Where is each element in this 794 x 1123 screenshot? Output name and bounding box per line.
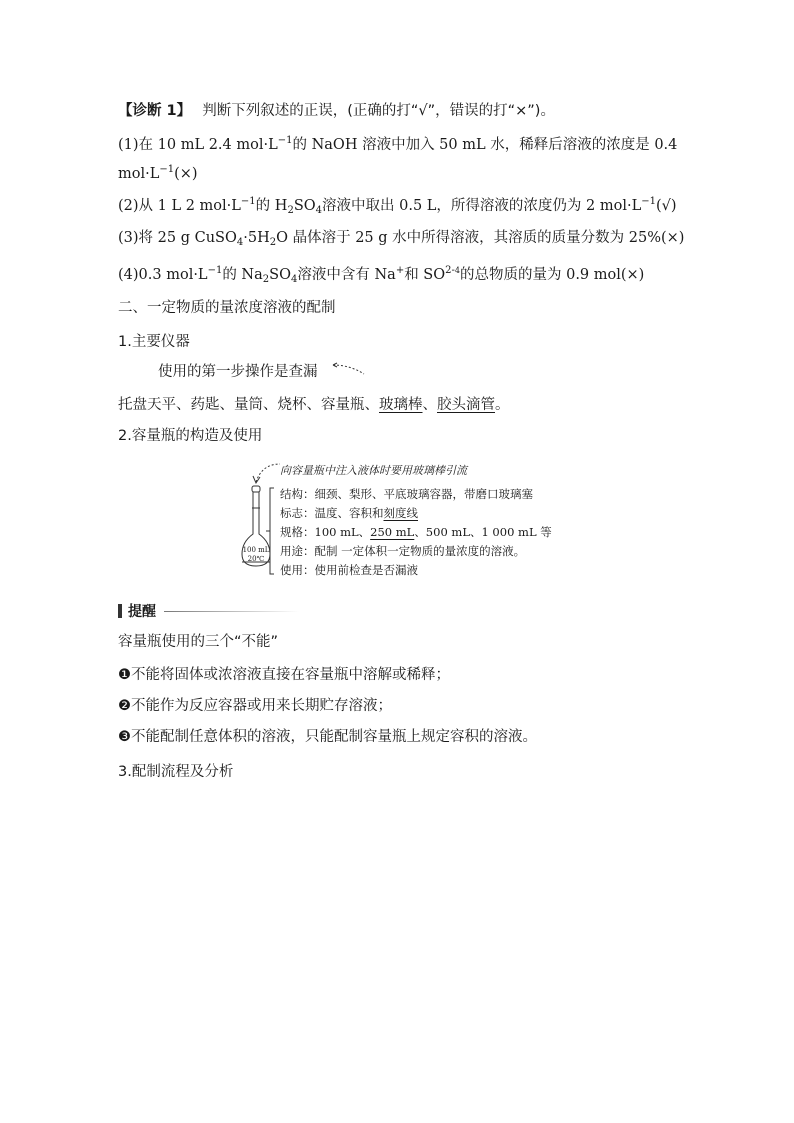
subheading-instruments: 1.主要仪器 — [118, 334, 190, 350]
item-3-text-a: (3)将 25 g CuSO — [118, 230, 237, 246]
flask-spec — [280, 524, 552, 540]
superscript — [445, 265, 460, 276]
superscript: + — [395, 265, 405, 276]
subscript: 4 — [236, 237, 244, 248]
tip-bar-icon — [118, 604, 122, 618]
instrument-separator: 、 — [422, 397, 437, 413]
item-4-text-a: (4)0.3 mol·L — [118, 267, 208, 283]
superscript: −1 — [207, 265, 223, 276]
item-2-text-d: 溶液中取出 0.5 L，所得溶液的浓度仍为 2 mol·L — [322, 198, 642, 214]
item-1-answer: (×) — [174, 166, 198, 182]
item-2 — [118, 196, 677, 216]
flask-spec-suffix: 、500 mL、1 000 mL 等 — [414, 525, 552, 539]
item-3 — [118, 228, 684, 248]
subheading-procedure: 3.配制流程及分析 — [118, 764, 234, 780]
tip-title: 容量瓶使用的三个“不能” — [118, 634, 279, 650]
subscript: 2 — [262, 274, 270, 285]
tip-divider — [164, 611, 299, 612]
item-1-text-c: mol·L — [118, 166, 160, 182]
flask-structure: 结构：细颈、梨形、平底玻璃容器，带磨口玻璃塞 — [280, 487, 533, 501]
ion-subscript: 4 — [454, 266, 460, 275]
tip-point-2: ❷不能作为反应容器或用来长期贮存溶液； — [118, 698, 392, 714]
subheading-flask: 2.容量瓶的构造及使用 — [118, 428, 263, 444]
item-3-text-b: ·5H — [243, 230, 270, 246]
tip-header — [118, 602, 299, 620]
subscript: 4 — [315, 205, 323, 216]
flask-spec-text: 规格：100 mL、 — [280, 525, 371, 539]
item-4-text-d: 溶液中含有 Na — [297, 267, 396, 283]
item-1-text-b: 的 NaOH 溶液中加入 50 mL 水，稀释后溶液的浓度是 0.4 — [292, 137, 678, 153]
item-2-text-c: SO — [293, 198, 316, 214]
superscript: −1 — [641, 196, 656, 207]
flask-mark-scale: 刻度线 — [383, 506, 418, 520]
diagnosis-title: 【诊断 1】 — [118, 103, 192, 119]
item-3-text-c: O 晶体溶于 25 g 水中所得溶液，其溶质的质量分数为 25%(×) — [276, 230, 685, 246]
flask-label-volume: 100 mL — [242, 546, 270, 554]
subscript: 2 — [269, 237, 277, 248]
superscript: −1 — [240, 196, 256, 207]
item-1-cont — [118, 164, 198, 184]
item-1 — [118, 135, 677, 155]
diagnosis-instruction: 判断下列叙述的正误，(正确的打“√”，错误的打“×”)。 — [202, 103, 555, 119]
flask-annotation: 向容量瓶中注入液体时要用玻璃棒引流 — [280, 464, 467, 477]
item-2-answer: (√) — [655, 198, 677, 214]
subscript: 2 — [287, 205, 294, 216]
item-4-text-f: 的总物质的量为 0.9 mol(×) — [459, 267, 645, 283]
item-1-text-a: (1)在 10 mL 2.4 mol·L — [118, 137, 278, 153]
flask-purpose: 用途：配制 一定体积一定物质的量浓度的溶液。 — [280, 544, 526, 558]
leak-arrow-icon — [330, 362, 370, 378]
ion-charge: 2- — [445, 265, 455, 276]
tip-point-3: ❸不能配制任意体积的溶液，只能配制容量瓶上规定容积的溶液。 — [118, 729, 537, 745]
superscript: −1 — [277, 135, 293, 146]
tip-label: 提醒 — [128, 604, 156, 620]
item-2-text-a: (2)从 1 L 2 mol·L — [118, 198, 241, 214]
flask-mark — [280, 505, 418, 521]
leak-note-text: 使用的第一步操作是查漏 — [158, 364, 318, 380]
flask-label — [241, 546, 271, 564]
section-heading: 二、一定物质的量浓度溶液的配制 — [118, 300, 336, 316]
item-4 — [118, 265, 644, 285]
instrument-glass-rod: 玻璃棒 — [379, 397, 423, 413]
flask-usage: 使用：使用前检查是否漏液 — [280, 563, 418, 577]
flask-label-temp: 20℃ — [247, 555, 265, 563]
item-4-text-c: SO — [269, 267, 291, 283]
tip-point-1: ❶不能将固体或浓溶液直接在容量瓶中溶解或稀释； — [118, 667, 450, 683]
superscript: −1 — [159, 164, 175, 175]
flask-spec-250: 250 mL — [370, 525, 415, 539]
item-4-text-e: 和 SO — [404, 267, 446, 283]
instrument-list — [118, 395, 510, 415]
flask-mark-text: 标志：温度、容积和 — [280, 506, 384, 520]
annotation-arrow-icon — [256, 464, 280, 482]
item-2-text-b: 的 H — [255, 198, 288, 214]
instrument-dropper: 胶头滴管 — [437, 397, 495, 413]
item-4-text-b: 的 Na — [222, 267, 263, 283]
instrument-list-text: 托盘天平、药匙、量筒、烧杯、容量瓶、 — [118, 397, 379, 413]
instrument-end: 。 — [495, 397, 510, 413]
leak-note — [158, 362, 318, 382]
subscript: 4 — [290, 274, 298, 285]
diagnosis-line — [118, 101, 555, 121]
